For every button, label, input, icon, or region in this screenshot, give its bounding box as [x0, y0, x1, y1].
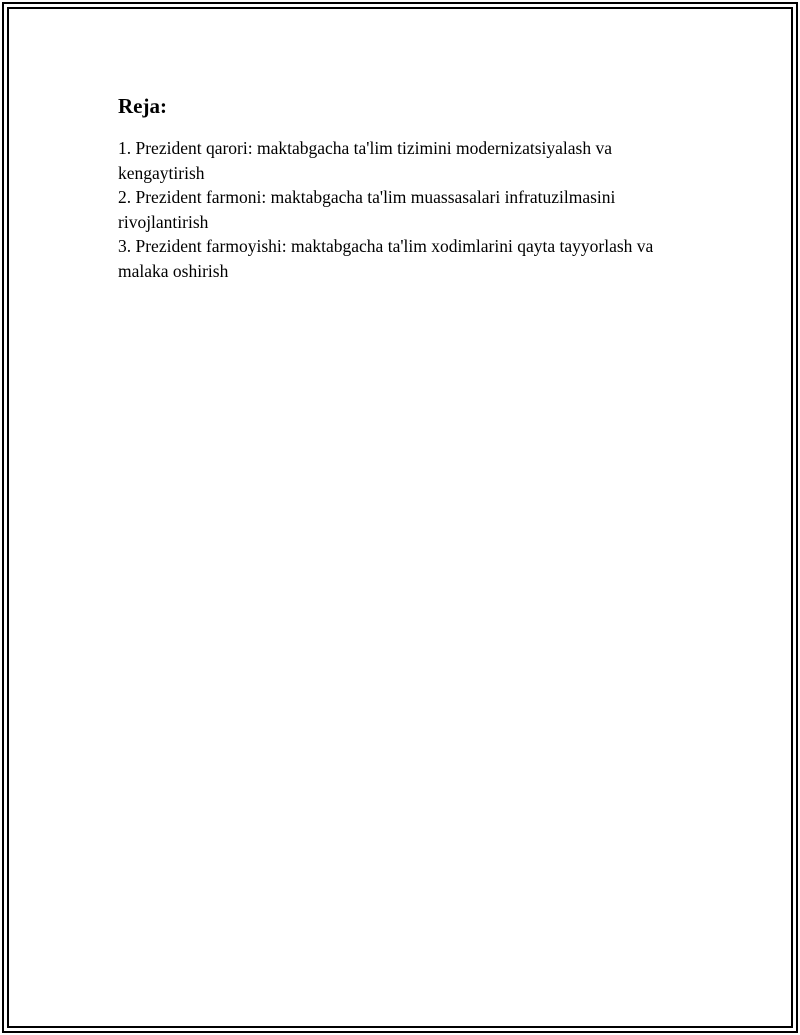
plan-item-3: 3. Prezident farmoyishi: maktabgacha ta'lim xodimlarini qayta tayyorlash va malaka oshirish — [118, 236, 654, 281]
document-content — [118, 92, 698, 283]
plan-item-2: 2. Prezident farmoni: maktabgacha ta'lim muassasalari infratuzilmasini rivojlantirish — [118, 187, 616, 232]
plan-heading: Reja: — [118, 94, 167, 118]
plan-list — [118, 136, 698, 283]
plan-item-1: 1. Prezident qarori: maktabgacha ta'lim tizimini modernizatsiyalash va kengaytirish — [118, 138, 612, 183]
